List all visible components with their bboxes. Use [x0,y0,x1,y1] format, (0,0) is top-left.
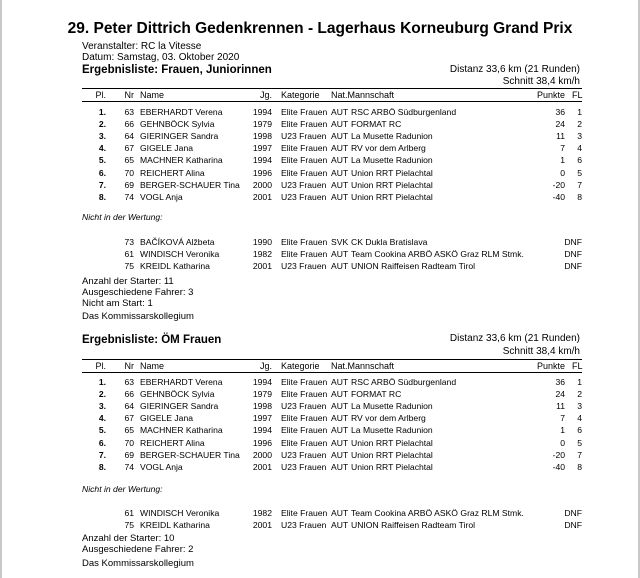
category: U23 Frauen [281,179,327,190]
section2-starters: Anzahl der Starter: 10 [82,533,175,544]
birth-year: 1979 [252,119,272,130]
rider-name: GEHNBÖCK Sylvia [140,389,215,400]
birth-year: 1997 [252,143,272,154]
team: La Musette Radunion [351,401,433,412]
category: U23 Frauen [281,461,327,472]
points: 24 [555,389,565,400]
col-nat-mannschaft: Nat.Mannschaft [331,361,395,371]
nation: AUT [331,461,349,472]
points: 36 [555,107,565,117]
start-number: 65 [124,155,134,166]
team: CK Dukla Bratislava [351,237,428,247]
dnf-row [0,248,640,260]
category: Elite Frauen [281,237,328,247]
team: Union RRT Pielachtal [351,461,433,472]
col-punkte: Punkte [536,361,565,371]
table-row [0,449,640,461]
place: 6. [98,437,106,448]
birth-year: 1996 [252,167,272,178]
section1-header-rule-bottom [82,101,582,102]
event-date: Datum: Samstag, 03. Oktober 2020 [82,52,240,63]
table-row [0,437,640,449]
birth-year: 1994 [252,107,272,117]
col-nat-mannschaft: Nat.Mannschaft [331,90,395,100]
team: UNION Raiffeisen Radteam Tirol [351,520,476,530]
col-nr: Nr [124,361,134,371]
birth-year: 1990 [252,237,272,247]
place: 1. [98,107,106,117]
points: 36 [555,377,565,387]
category: Elite Frauen [281,167,328,178]
section2-header-rule-bottom [82,372,582,373]
nation: AUT [331,449,349,460]
nation: AUT [331,508,349,518]
section2-distance: Distanz 33,6 km (21 Runden) [449,333,580,344]
points: -20 [552,179,565,190]
start-number: 70 [124,167,134,178]
team: Union RRT Pielachtal [351,167,433,178]
start-number: 67 [124,143,134,154]
section1-heading: Ergebnisliste: Frauen, Juniorinnen [82,64,272,76]
points: -20 [552,449,565,460]
nation: AUT [331,191,349,202]
status: DNF [564,249,582,259]
category: Elite Frauen [281,389,328,400]
nation: AUT [331,143,349,154]
table-row [0,154,640,166]
dnf-row [0,507,640,519]
category: Elite Frauen [281,508,328,518]
start-number: 66 [124,389,134,400]
section2-speed: Schnitt 38,4 km/h [502,346,580,357]
table-row [0,412,640,424]
team: Team Cookina ARBÖ ASKÖ Graz RLM Stmk. [351,508,524,518]
place: 2. [98,119,106,130]
place: 5. [98,155,106,166]
section1-eliminated: Ausgeschiedene Fahrer: 3 [82,287,194,298]
nation: AUT [331,249,349,259]
start-number: 63 [124,107,134,117]
category: Elite Frauen [281,249,328,259]
col-fl: FL [572,90,583,100]
section2-column-header [0,360,640,372]
col-name: Name [140,90,165,100]
category: Elite Frauen [281,143,328,154]
nation: SVK [331,237,349,247]
dnf-row [0,260,640,272]
section2-commission: Das Kommissarskollegium [82,558,194,569]
rider-name: GIGELE Jana [140,413,194,424]
points: 1 [560,425,565,436]
col-pl: Pl. [95,361,106,371]
category: U23 Frauen [281,520,327,530]
nation: AUT [331,179,349,190]
birth-year: 2000 [252,179,272,190]
table-row [0,118,640,130]
place: 8. [98,461,106,472]
category: Elite Frauen [281,425,328,436]
points: 7 [560,143,565,154]
final-lap-rank: 7 [577,179,582,190]
section1-not-started: Nicht am Start: 1 [82,298,153,309]
team: RSC ARBÖ Südburgenland [351,107,457,117]
start-number: 61 [124,508,134,518]
place: 3. [98,131,106,142]
team: Union RRT Pielachtal [351,449,433,460]
rider-name: GIERINGER Sandra [140,131,219,142]
birth-year: 2001 [252,261,272,271]
start-number: 75 [124,261,134,271]
section2-eliminated: Ausgeschiedene Fahrer: 2 [82,544,194,555]
category: U23 Frauen [281,131,327,142]
birth-year: 1994 [252,377,272,387]
table-row [0,179,640,191]
points: 11 [556,401,565,412]
category: Elite Frauen [281,377,328,387]
place: 4. [98,413,106,424]
col-jg: Jg. [259,90,272,100]
category: Elite Frauen [281,437,328,448]
start-number: 63 [124,377,134,387]
rider-name: GIERINGER Sandra [140,401,219,412]
nation: AUT [331,155,349,166]
nation: AUT [331,119,349,130]
table-row [0,400,640,412]
birth-year: 2001 [252,191,272,202]
start-number: 64 [124,131,134,142]
final-lap-rank: 8 [577,191,582,202]
category: Elite Frauen [281,119,328,130]
category: Elite Frauen [281,155,328,166]
col-name: Name [140,361,165,371]
points: 0 [560,437,565,448]
place: 5. [98,425,106,436]
table-row [0,142,640,154]
place: 6. [98,167,106,178]
category: U23 Frauen [281,191,327,202]
birth-year: 2001 [252,520,272,530]
page-title: 29. Peter Dittrich Gedenkrennen - Lagerhaus Korneuburg Grand Prix [67,20,573,37]
section2-heading: Ergebnisliste: ÖM Frauen [82,334,222,346]
final-lap-rank: 6 [577,155,582,166]
section1-commission: Das Kommissarskollegium [82,311,194,322]
table-row [0,461,640,473]
rider-name: BERGER-SCHAUER Tina [140,179,240,190]
final-lap-rank: 1 [577,377,582,387]
section2-non-scoring-label: Nicht in der Wertung: [82,484,163,494]
start-number: 70 [124,437,134,448]
start-number: 69 [124,449,134,460]
nation: AUT [331,520,349,530]
col-nr: Nr [124,90,134,100]
team: La Musette Radunion [351,425,433,436]
points: -40 [552,461,565,472]
rider-name: VOGL Anja [140,461,183,472]
category: U23 Frauen [281,401,327,412]
rider-name: KREIDL Katharina [140,261,210,271]
final-lap-rank: 4 [577,413,582,424]
table-row [0,388,640,400]
table-row [0,130,640,142]
col-pl: Pl. [95,90,106,100]
nation: AUT [331,437,349,448]
status: DNF [564,520,582,530]
dnf-row [0,236,640,248]
status: DNF [564,508,582,518]
rider-name: WINDISCH Veronika [140,249,220,259]
final-lap-rank: 4 [577,143,582,154]
rider-name: BERGER-SCHAUER Tina [140,449,240,460]
birth-year: 1996 [252,437,272,448]
page-edge-left [0,0,2,578]
team: RV vor dem Arlberg [351,143,426,154]
section1-speed: Schnitt 38,4 km/h [502,76,580,87]
section1-column-header [0,89,640,101]
status: DNF [564,237,582,247]
rider-name: MACHNER Katharina [140,155,223,166]
place: 8. [98,191,106,202]
team: RSC ARBÖ Südburgenland [351,377,457,387]
start-number: 65 [124,425,134,436]
points: 24 [555,119,565,130]
final-lap-rank: 2 [577,389,582,400]
team: La Musette Radunion [351,131,433,142]
start-number: 74 [124,191,134,202]
nation: AUT [331,167,349,178]
points: 0 [560,167,565,178]
section1-starters: Anzahl der Starter: 11 [82,276,174,287]
col-kategorie: Kategorie [281,90,320,100]
rider-name: VOGL Anja [140,191,183,202]
nation: AUT [331,261,349,271]
rider-name: GEHNBÖCK Sylvia [140,119,215,130]
organizer: Veranstalter: RC la Vitesse [82,41,202,52]
place: 3. [98,401,106,412]
birth-year: 1997 [252,413,272,424]
final-lap-rank: 6 [577,425,582,436]
nation: AUT [331,401,349,412]
rider-name: MACHNER Katharina [140,425,223,436]
place: 7. [98,179,106,190]
category: Elite Frauen [281,107,328,117]
rider-name: KREIDL Katharina [140,520,210,530]
team: FORMAT RC [351,119,402,130]
category: U23 Frauen [281,449,327,460]
birth-year: 2001 [252,461,272,472]
table-row [0,424,640,436]
start-number: 64 [124,401,134,412]
final-lap-rank: 1 [577,107,582,117]
nation: AUT [331,425,349,436]
start-number: 73 [124,237,134,247]
col-kategorie: Kategorie [281,361,320,371]
birth-year: 2000 [252,449,272,460]
team: RV vor dem Arlberg [351,413,426,424]
place: 4. [98,143,106,154]
start-number: 75 [124,520,134,530]
team: Union RRT Pielachtal [351,191,433,202]
place: 7. [98,449,106,460]
col-jg: Jg. [259,361,272,371]
start-number: 69 [124,179,134,190]
team: La Musette Radunion [351,155,433,166]
section1-non-scoring-label: Nicht in der Wertung: [82,212,163,222]
birth-year: 1982 [252,249,272,259]
start-number: 66 [124,119,134,130]
rider-name: WINDISCH Veronika [140,508,220,518]
rider-name: REICHERT Alina [140,167,205,178]
section1-distance: Distanz 33,6 km (21 Runden) [449,64,580,75]
points: -40 [552,191,565,202]
table-row [0,106,640,118]
rider-name: REICHERT Alina [140,437,205,448]
final-lap-rank: 5 [577,167,582,178]
final-lap-rank: 3 [577,131,582,142]
nation: AUT [331,377,349,387]
rider-name: GIGELE Jana [140,143,194,154]
start-number: 61 [124,249,134,259]
table-row [0,191,640,203]
place: 2. [98,389,106,400]
start-number: 67 [124,413,134,424]
nation: AUT [331,413,349,424]
rider-name: EBERHARDT Verena [140,377,223,387]
birth-year: 1979 [252,389,272,400]
nation: AUT [331,389,349,400]
team: UNION Raiffeisen Radteam Tirol [351,261,476,271]
birth-year: 1982 [252,508,272,518]
rider-name: BAČÍKOVÁ Alžbeta [140,237,215,247]
dnf-row [0,519,640,531]
table-row [0,167,640,179]
birth-year: 1998 [252,401,272,412]
rider-name: EBERHARDT Verena [140,107,223,117]
team: FORMAT RC [351,389,402,400]
final-lap-rank: 2 [577,119,582,130]
nation: AUT [331,107,349,117]
birth-year: 1994 [252,425,272,436]
points: 11 [556,131,565,142]
table-row [0,376,640,388]
status: DNF [564,261,582,271]
points: 1 [560,155,565,166]
team: Union RRT Pielachtal [351,437,433,448]
category: Elite Frauen [281,413,328,424]
final-lap-rank: 8 [577,461,582,472]
category: U23 Frauen [281,261,327,271]
start-number: 74 [124,461,134,472]
team: Union RRT Pielachtal [351,179,433,190]
col-punkte: Punkte [536,90,565,100]
birth-year: 1994 [252,155,272,166]
col-fl: FL [572,361,583,371]
team: Team Cookina ARBÖ ASKÖ Graz RLM Stmk. [351,249,524,259]
points: 7 [560,413,565,424]
place: 1. [98,377,106,387]
final-lap-rank: 7 [577,449,582,460]
birth-year: 1998 [252,131,272,142]
final-lap-rank: 5 [577,437,582,448]
final-lap-rank: 3 [577,401,582,412]
nation: AUT [331,131,349,142]
